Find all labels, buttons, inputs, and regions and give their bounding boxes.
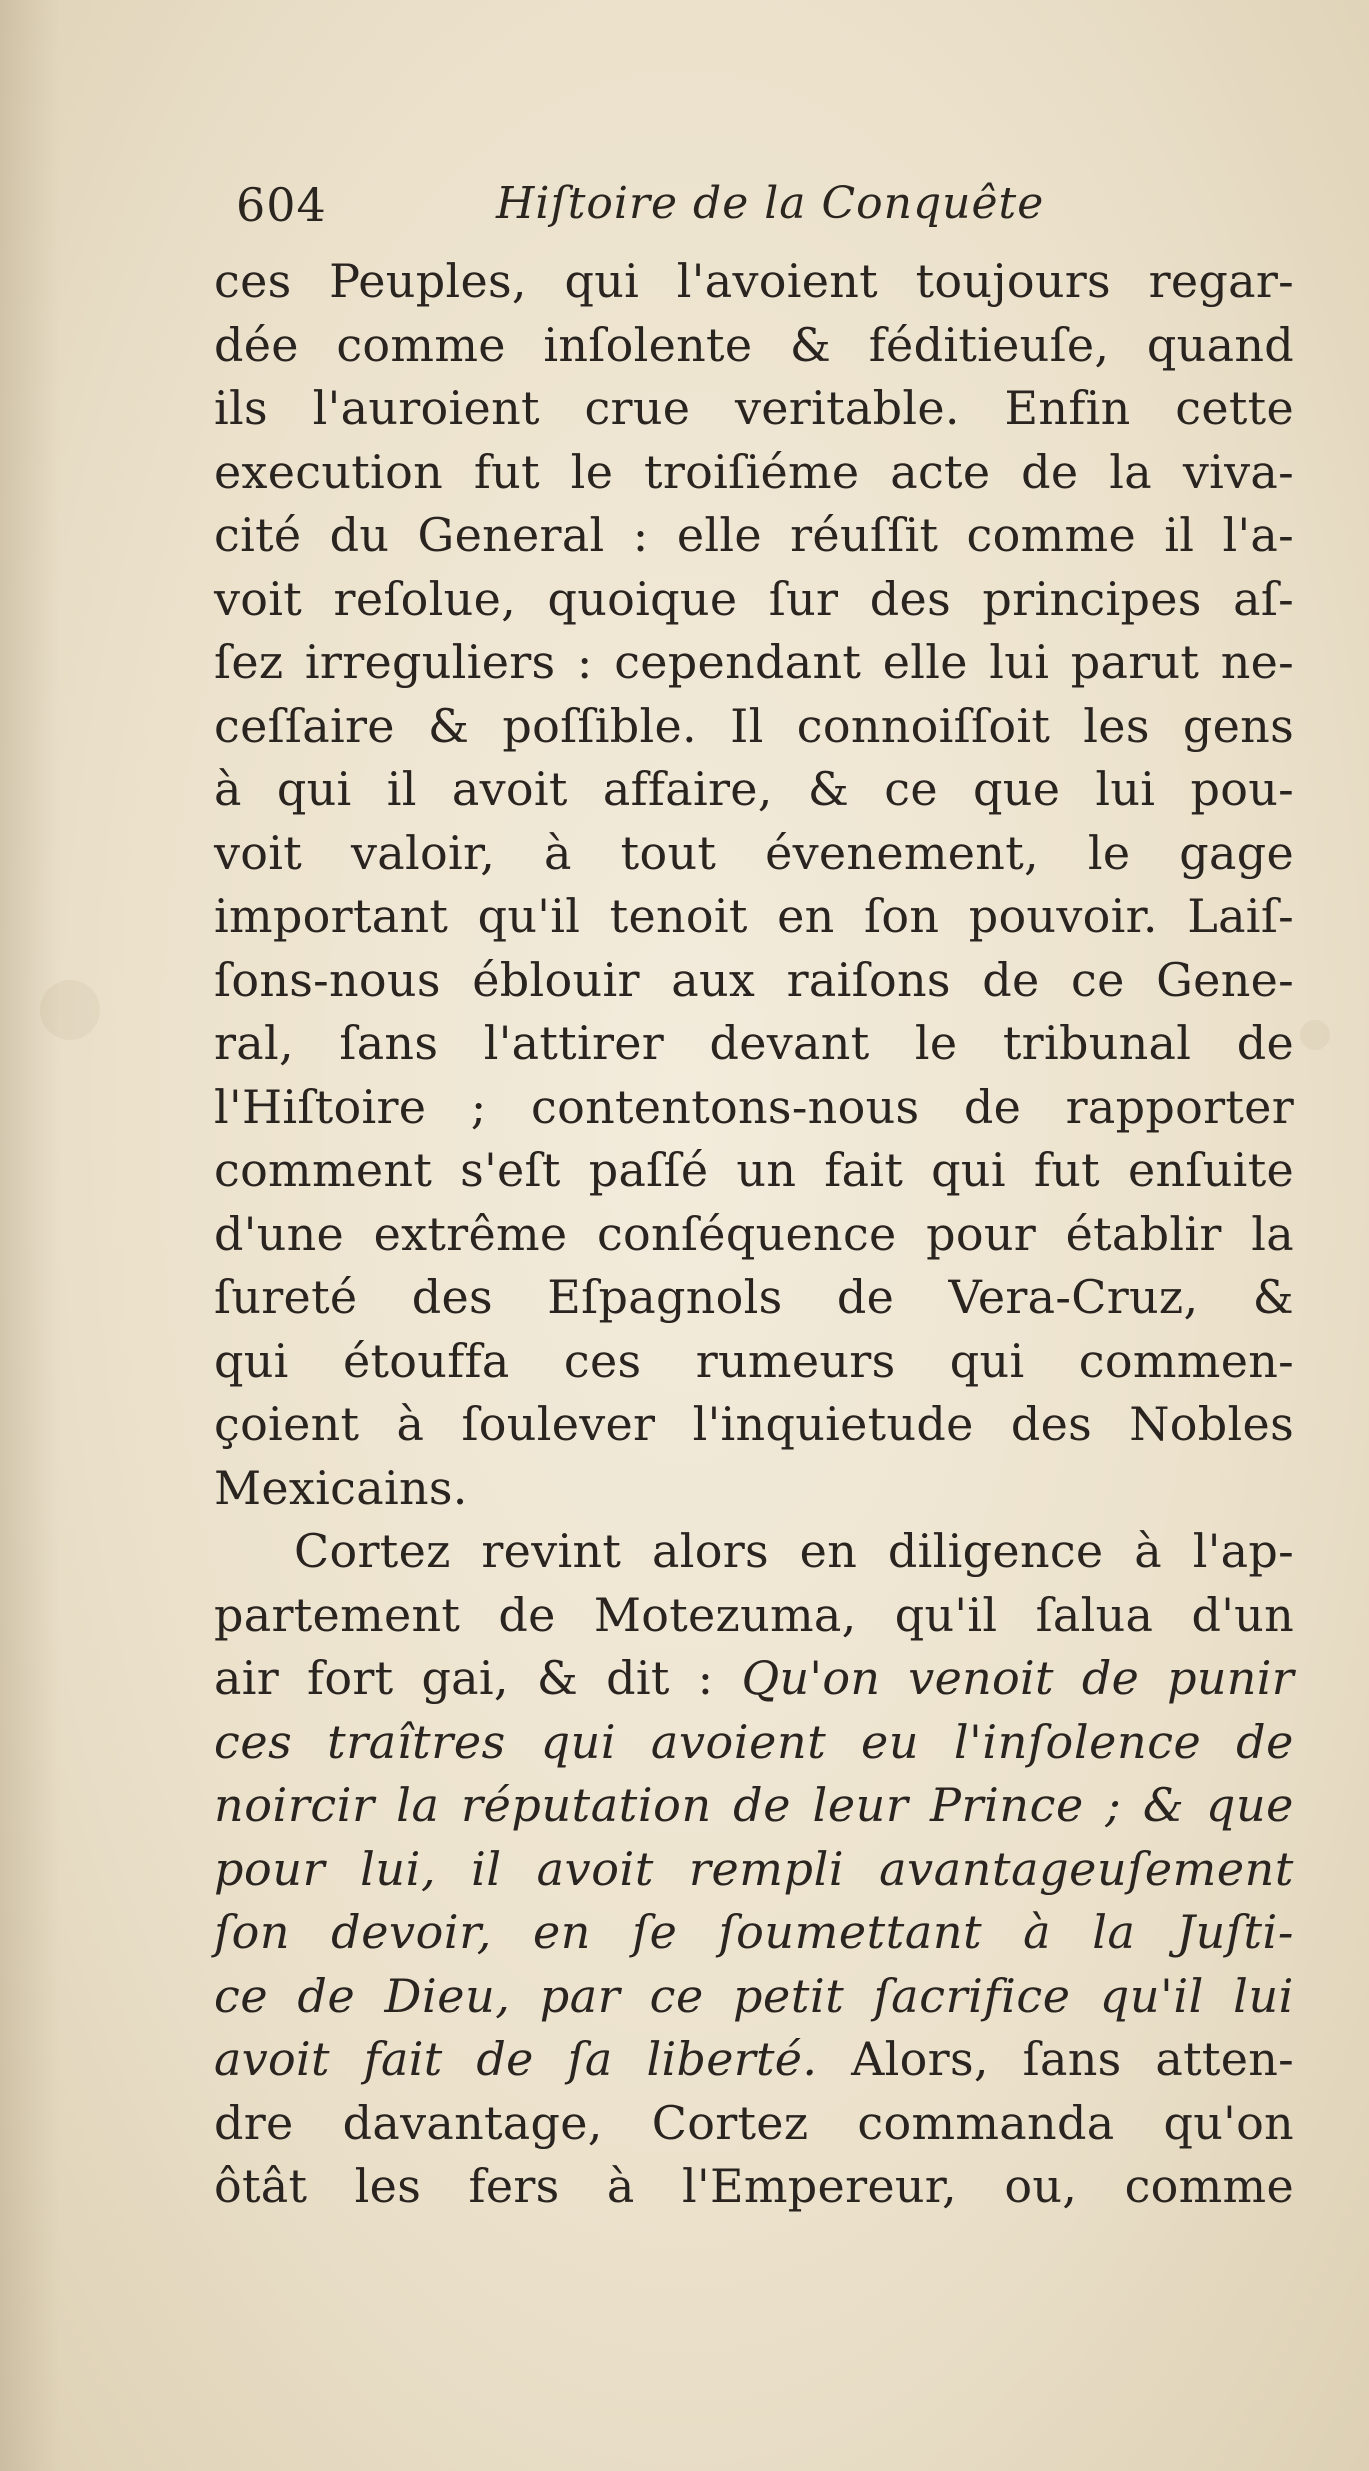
running-title: Hiſtoire de la Conquête xyxy=(496,178,1045,229)
text-line-italic: ce de Dieu, par ce petit ſacrifice qu'il lui xyxy=(214,1968,1294,2023)
text-line xyxy=(214,1647,1294,1711)
text-line: ſons-nous éblouir aux raiſons de ce Gene- xyxy=(214,952,1294,1007)
paragraph-1 xyxy=(214,250,1294,1520)
text-line: ſureté des Eſpagnols de Vera-Cruz, & xyxy=(214,1270,1294,1324)
text-line: ôtât les fers à l'Empereur, ou, comme xyxy=(214,2159,1294,2213)
text-line: dre davantage, Cortez commanda qu'on xyxy=(214,2095,1294,2150)
text-line: partement de Motezuma, qu'il ſalua d'un xyxy=(214,1587,1294,1642)
text-line: important qu'il tenoit en ſon pouvoir. Laiſ- xyxy=(214,889,1294,943)
text-line: voit reſolue, quoique ſur des principes aſ- xyxy=(214,571,1294,626)
text-line: d'une extrême conſéquence pour établir la xyxy=(214,1206,1294,1261)
text-line: ral, ſans l'attirer devant le tribunal de xyxy=(214,1016,1294,1070)
text-line: l'Hiſtoire ; contentons-nous de rapporter xyxy=(214,1079,1294,1134)
text-line: ils l'auroient crue veritable. Enfin cette xyxy=(214,381,1294,435)
page-number: 604 xyxy=(236,178,327,232)
text-line: comment s'eſt paſſé un fait qui fut enſuite xyxy=(214,1143,1294,1197)
paper-stain xyxy=(40,980,100,1040)
text-italic: avoit fait de ſa liberté. xyxy=(214,2032,818,2086)
text-roman: air fort gai, & dit : xyxy=(214,1651,742,1705)
text-roman: Alors, ſans atten- xyxy=(817,2032,1294,2086)
page-fold-shadow xyxy=(0,0,60,2471)
text-italic: Qu'on venoit de punir xyxy=(741,1651,1294,1705)
text-line xyxy=(214,2028,1294,2092)
text-line: ceſſaire & poſſible. Il connoiſſoit les gens xyxy=(214,698,1294,753)
paragraph-2 xyxy=(214,1520,1294,2219)
text-line: cité du General : elle réuſſit comme il l'a- xyxy=(214,508,1294,562)
text-line: qui étouffa ces rumeurs qui commen- xyxy=(214,1333,1294,1388)
text-line: à qui il avoit affaire, & ce que lui pou- xyxy=(214,762,1294,816)
page-header xyxy=(236,178,1136,248)
text-line: voit valoir, à tout évenement, le gage xyxy=(214,825,1294,880)
text-line: ces Peuples, qui l'avoient toujours regar- xyxy=(214,254,1294,308)
text-line-italic: noircir la réputation de leur Prince ; & que xyxy=(214,1778,1294,1832)
text-line: dée comme inſolente & féditieuſe, quand xyxy=(214,317,1294,372)
text-line: Mexicains. xyxy=(214,1460,468,1515)
text-line: execution fut le troiſiéme acte de la viva- xyxy=(214,444,1294,499)
text-line: çoient à ſoulever l'inquietude des Nobles xyxy=(214,1397,1294,1451)
text-line-italic: pour lui, il avoit rempli avantageuſement xyxy=(214,1841,1294,1896)
body-text xyxy=(214,250,1294,2219)
text-line-italic: ces traîtres qui avoient eu l'inſolence de xyxy=(214,1714,1294,1769)
text-line: ſez irreguliers : cependant elle lui parut ne- xyxy=(214,635,1294,689)
text-line: Cortez revint alors en diligence à l'ap- xyxy=(294,1524,1294,1578)
paper-stain xyxy=(1300,1020,1330,1050)
text-line-italic: ſon devoir, en ſe ſoumettant à la Juſti- xyxy=(214,1905,1294,1959)
